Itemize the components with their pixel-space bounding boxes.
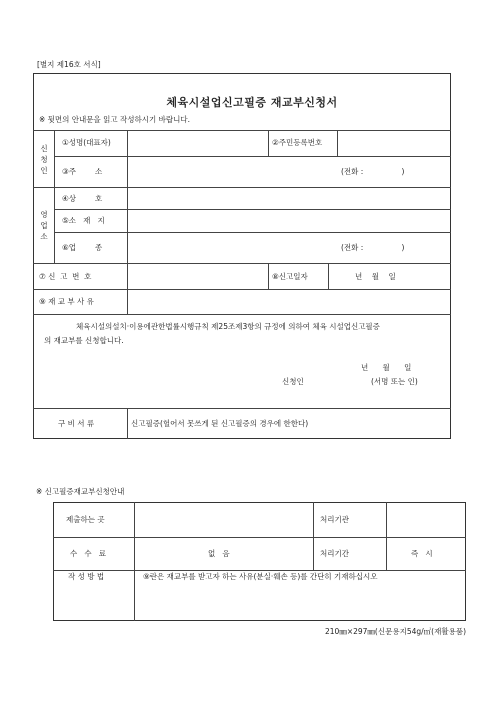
applicant-phone-label: (전화 : ): [341, 167, 405, 176]
location-label: ⑤소 재 지: [62, 216, 105, 225]
report-date-value[interactable]: 년 월 일: [355, 272, 396, 281]
trade-name-field[interactable]: [128, 188, 450, 208]
trade-name-label: ④상 호: [62, 194, 103, 203]
business-type-label: ⑥업 종: [62, 243, 103, 252]
business-phone-label: (전화 : ): [341, 243, 405, 252]
applicant-section-label: 신 청 인: [40, 144, 48, 175]
report-number-field[interactable]: [128, 264, 267, 288]
fee-value: 없 음: [208, 549, 230, 558]
form-title: 체육시설업신고필증 재교부신청서: [166, 96, 338, 109]
howto-value: ⑨란은 재교부를 받고자 하는 사유(분실·훼손 등)를 간단히 기재하십시오: [143, 572, 378, 581]
paper-size: 210㎜×297㎜(신문용지54g/㎡(재활용품): [325, 627, 466, 636]
rrn-label: ②주민등록번호: [272, 138, 323, 147]
applicant-sign-label: 신청인: [282, 377, 304, 386]
form-number: [별지 제16호 서식]: [37, 60, 101, 69]
address-label: ③주 소: [62, 167, 103, 176]
report-number-label: ⑦ 신 고 번 호: [39, 272, 92, 281]
business-type-field[interactable]: [128, 233, 338, 262]
statement-line-2: 의 재교부를 신청합니다.: [44, 336, 124, 345]
name-label: ①성명(대표자): [62, 138, 111, 147]
report-date-label: ⑧신고일자: [272, 272, 308, 281]
address-field[interactable]: [128, 157, 338, 186]
reason-label: ⑨ 재 교 부 사 유: [39, 297, 94, 306]
reason-field[interactable]: [128, 290, 450, 313]
statement-line-1: 체육시설의설치·이용에관한법률시행규칙 제25조제3항의 규정에 의하여 체육 시설업신고필증: [76, 322, 380, 331]
business-section-label: 영 업 소: [40, 210, 48, 241]
agency-label: 처리기관: [320, 515, 349, 524]
documents-label: 구 비 서 류: [58, 419, 95, 428]
notice: ※ 뒷면의 안내문을 읽고 작성하시기 바랍니다.: [39, 115, 190, 124]
guide-table: [53, 502, 466, 621]
documents-value: 신고필증(헐어서 못쓰게 된 신고필증의 경우에 한한다): [131, 419, 309, 428]
name-field[interactable]: [128, 131, 267, 155]
guide-title: ※ 신고필증재교부신청안내: [36, 487, 125, 496]
fee-label: 수 수 료: [70, 549, 107, 558]
howto-label: 작 성 방 법: [68, 572, 105, 581]
submit-label: 제출하는 곳: [66, 515, 105, 524]
rrn-field[interactable]: [338, 131, 450, 155]
location-field[interactable]: [128, 210, 450, 231]
period-label: 처리기간: [320, 549, 349, 558]
period-value: 즉 시: [411, 549, 433, 558]
sign-note: (서명 또는 인): [371, 377, 418, 386]
sign-date[interactable]: 년 월 일: [361, 363, 412, 372]
